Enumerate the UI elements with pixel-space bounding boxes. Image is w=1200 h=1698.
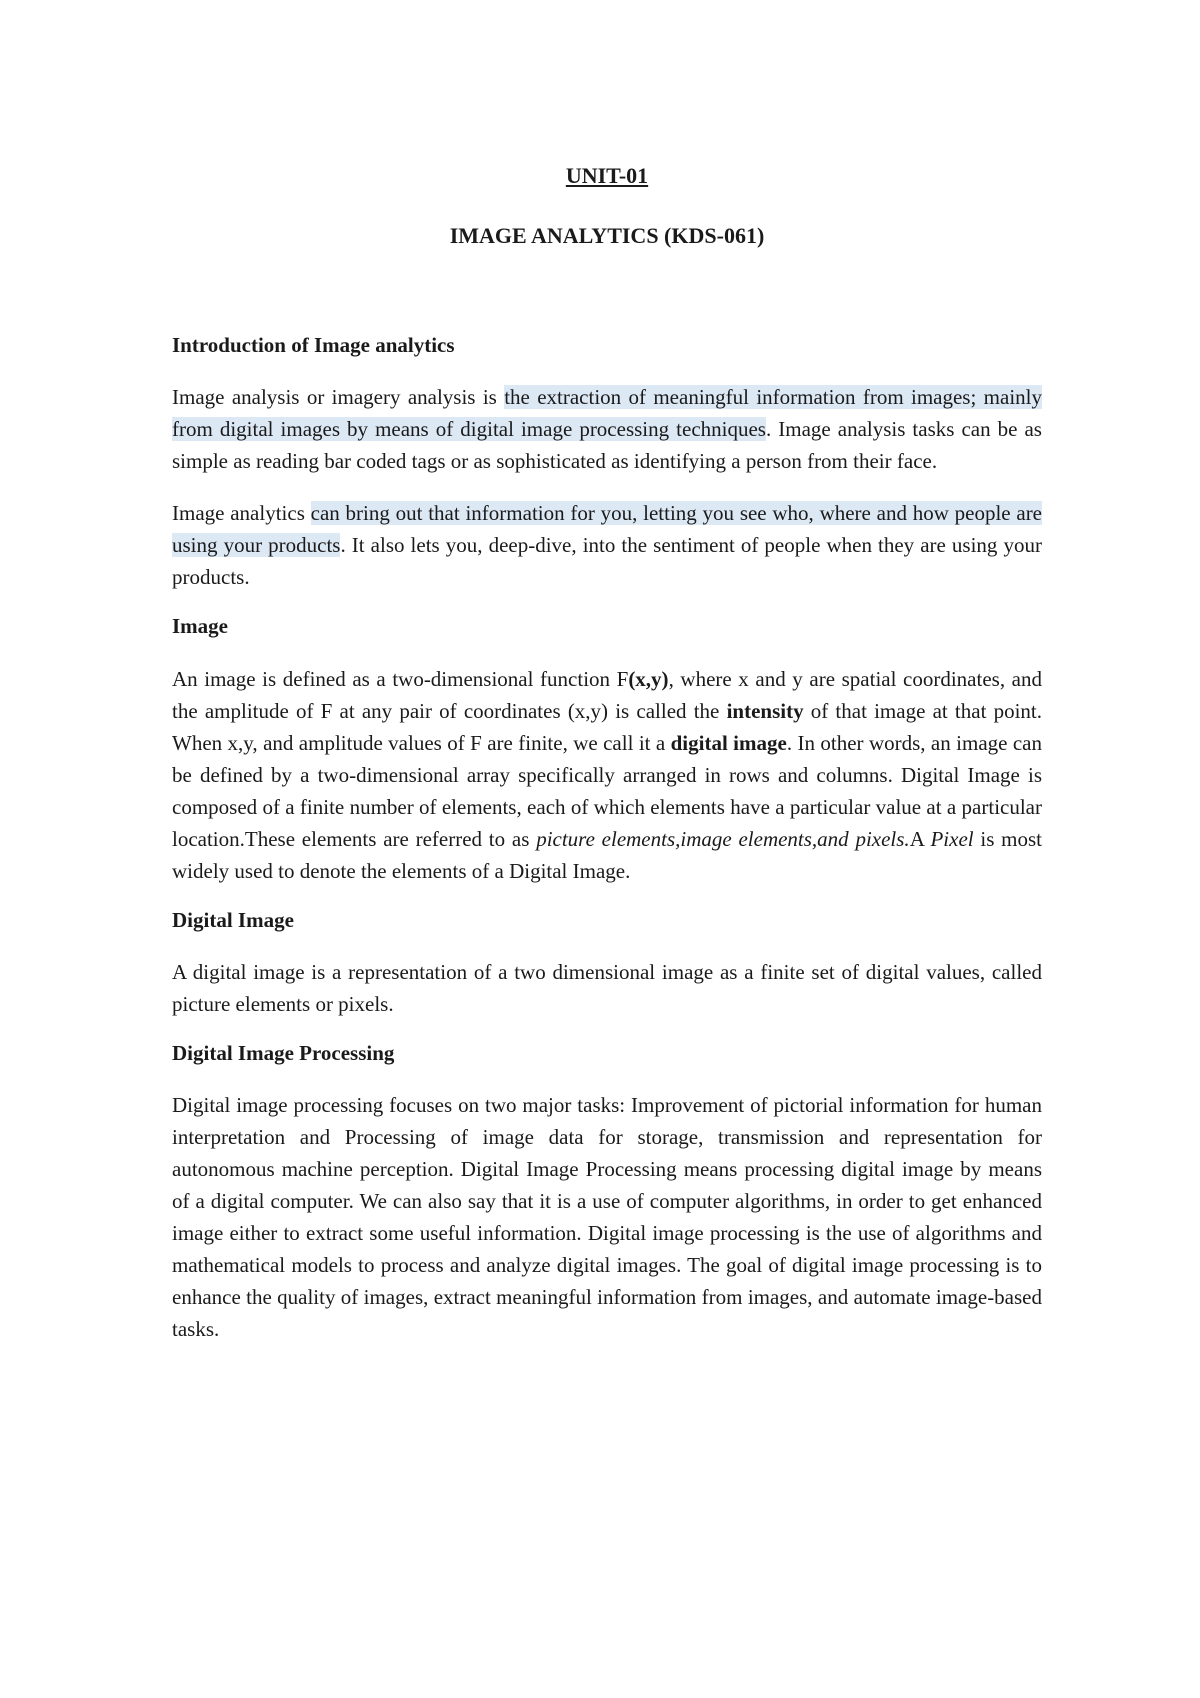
digital-image-heading: Digital Image [172,907,294,932]
intro-heading: Introduction of Image analytics [172,333,455,357]
dip-paragraph: Digital image processing focuses on two major tasks: Improvement of pictorial information for human interpretation and Processing of image data for storage, transmission and representation for autonomous machine perception. Digital Image Processing means processing digital image by means of a digital computer. We can also say that it is a use of computer algorithms, in order to get enhanced image either to extract some useful information. Digital image processing is the use of algorithms and mathematical models to process and analyze digital images. The goal of digital image processing is to enhance the quality of images, extract meaningful information from images, and automate image-based tasks. [172,1093,1042,1342]
digital-image-paragraph: A digital image is a representation of a two dimensional image as a finite set of digital values, called picture elements or pixels. [172,959,1042,1016]
unit-title: UNIT-01 [565,163,649,188]
image-paragraph: An image is defined as a two-dimensional function F(x,y), where x and y are spatial coordinates, and the amplitude of F at any pair of coordinates (x,y) is called the intensity of that image at that point. When x,y, and amplitude values of F are finite, we call it a digital image. In other words, an image can be defined by a two-dimensional array specifically arranged in rows and columns. Digital Image is composed of a finite number of elements, each of which elements have a particular value at a particular location.These elements are referred to as picture elements,image elements,and pixels.A Pixel is most widely used to denote the elements of a Digital Image. [172,666,1042,883]
subject-title: IMAGE ANALYTICS (KDS-061) [449,223,765,248]
intro-paragraph-2: Image analytics can bring out that information for you, letting you see who, where and how people are using your products. It also lets you, deep-dive, into the sentiment of people when they are using your products. [172,501,1043,590]
image-heading: Image [172,614,228,639]
highlighted-text: can bring out that information for you, letting you see who, where and how people are using your products [172,501,1043,558]
dip-heading: Digital Image Processing [172,1040,395,1065]
intro-paragraph-1: Image analysis or imagery analysis is the extraction of meaningful information from images; mainly from digital images by means of digital image processing techniques. Image analysis tasks can be as simple as reading bar coded tags or as sophisticated as identifying a person from their face. [172,385,1042,474]
highlighted-text: the extraction of meaningful information from images; mainly from digital images by means of digital image processing techniques [172,385,1042,442]
document-page [172,160,1042,1365]
